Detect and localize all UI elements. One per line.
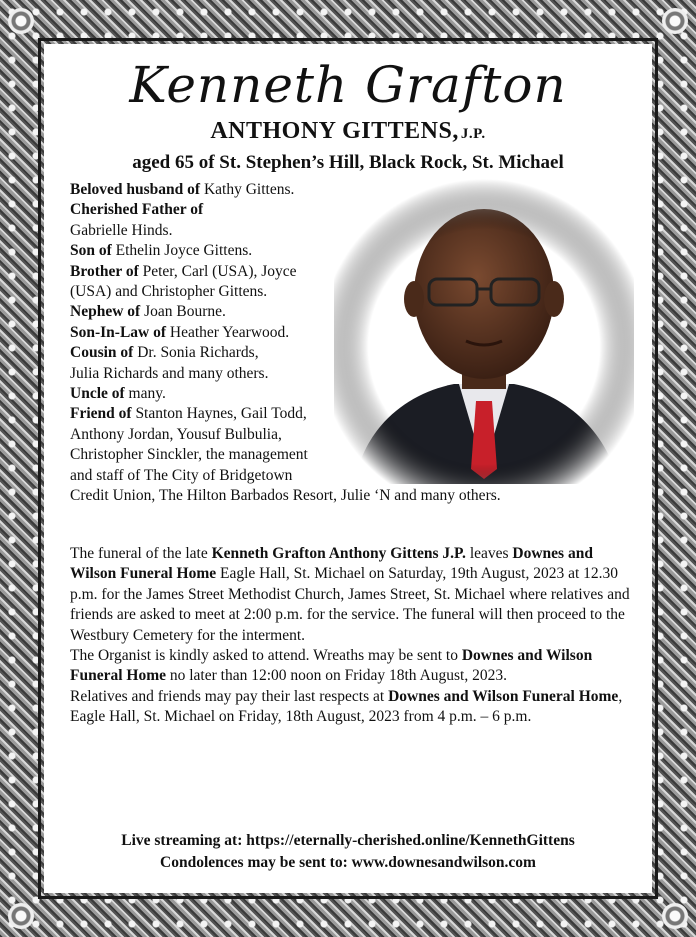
footer bbox=[44, 830, 652, 874]
relation-line bbox=[70, 302, 590, 322]
relation-text: Joan Bourne. bbox=[140, 303, 226, 321]
funeral-home-name: Downes and Wilson Funeral Home bbox=[70, 647, 593, 685]
relation-line bbox=[70, 384, 590, 404]
condolences-line: Condolences may be sent to: www.downesandwilson.com bbox=[160, 854, 536, 871]
relation-text: Gabrielle Hinds. bbox=[70, 221, 173, 239]
relation-label: Uncle of bbox=[70, 385, 125, 403]
relation-line bbox=[70, 486, 590, 506]
age-residence-line: aged 65 of St. Stephen’s Hill, Black Rock, St. Michael bbox=[132, 152, 564, 173]
relation-text: many. bbox=[124, 385, 166, 403]
relation-text: Ethelin Joyce Gittens. bbox=[111, 242, 253, 260]
relation-label: Son-In-Law of bbox=[70, 323, 167, 341]
deceased-name: Kenneth Grafton Anthony Gittens J.P. bbox=[211, 545, 466, 562]
relation-text: Credit Union, The Hilton Barbados Resort, Julie ‘N and many others. bbox=[70, 487, 501, 505]
relation-text: Anthony Jordan, Yousuf Bulbulia, bbox=[70, 425, 282, 443]
text-span: Relatives and friends may pay their last respects at bbox=[70, 687, 389, 705]
relation-text: Peter, Carl (USA), Joyce bbox=[138, 262, 297, 280]
relation-label: Nephew of bbox=[70, 303, 141, 321]
name-script-heading: Kenneth Grafton bbox=[129, 56, 567, 114]
relation-line bbox=[70, 180, 590, 200]
viewing-paragraph bbox=[70, 687, 630, 728]
relation-text: Stanton Haynes, Gail Todd, bbox=[131, 405, 307, 423]
text-span: leaves bbox=[465, 545, 513, 562]
relation-line bbox=[70, 404, 590, 424]
relation-text: (USA) and Christopher Gittens. bbox=[70, 283, 268, 301]
relation-text: Christopher Sinckler, the management bbox=[70, 446, 308, 464]
frame-corner-ornament bbox=[662, 903, 688, 929]
relation-line bbox=[70, 364, 590, 384]
funeral-home-name: Downes and Wilson Funeral Home bbox=[70, 545, 593, 583]
relation-line bbox=[70, 425, 590, 445]
text-span: The funeral of the late bbox=[70, 545, 212, 562]
frame-corner-ornament bbox=[8, 8, 34, 34]
funeral-paragraph bbox=[70, 544, 630, 646]
frame-corner-ornament bbox=[662, 8, 688, 34]
live-streaming-line: Live streaming at: https://eternally-cherished.online/KennethGittens bbox=[121, 832, 575, 849]
frame-corner-ornament bbox=[8, 903, 34, 929]
name-caps-heading bbox=[44, 118, 652, 145]
obituary-panel bbox=[44, 44, 652, 893]
funeral-home-name: Downes and Wilson Funeral Home bbox=[388, 687, 619, 705]
relation-label: Cousin of bbox=[70, 344, 134, 362]
relation-label: Brother of bbox=[70, 262, 139, 280]
funeral-details bbox=[70, 544, 630, 728]
relation-text: and staff of The City of Bridgetown bbox=[70, 466, 293, 484]
relation-line bbox=[70, 466, 590, 486]
text-span: , Eagle Hall, St. Michael on Friday, 18th August, 2023 from 4 p.m. – 6 p.m. bbox=[70, 687, 623, 726]
relation-line bbox=[70, 221, 590, 241]
relation-line bbox=[70, 282, 590, 302]
relation-line bbox=[70, 343, 590, 363]
relation-label: Beloved husband of bbox=[70, 181, 201, 198]
relation-text: Kathy Gittens. bbox=[200, 181, 295, 198]
name-caps: ANTHONY GITTENS, bbox=[210, 118, 459, 144]
relation-line bbox=[70, 445, 590, 465]
wreaths-paragraph bbox=[70, 646, 630, 687]
relation-text: Julia Richards and many others. bbox=[70, 364, 269, 382]
relation-label: Son of bbox=[70, 242, 112, 260]
text-span: Eagle Hall, St. Michael on Saturday, 19th August, 2023 at 12.30 p.m. for the James Street Methodist Church, James Street, St. Michael where relatives and friends are asked to meet at 2:00 p.m. for the service. The funeral will then proceed to the Westbury Cemetery for the interment. bbox=[70, 565, 630, 644]
relation-text: Dr. Sonia Richards, bbox=[133, 344, 259, 362]
relation-line bbox=[70, 323, 590, 343]
text-span: The Organist is kindly asked to attend. Wreaths may be sent to bbox=[70, 647, 462, 665]
relation-label: Friend of bbox=[70, 405, 132, 423]
relations-list bbox=[70, 180, 590, 507]
relation-line bbox=[70, 200, 590, 220]
name-suffix: J.P. bbox=[460, 126, 486, 142]
relation-line bbox=[70, 262, 590, 282]
relation-line bbox=[70, 241, 590, 261]
relation-label: Cherished Father of bbox=[70, 201, 204, 219]
relation-text: Heather Yearwood. bbox=[166, 323, 290, 341]
text-span: no later than 12:00 noon on Friday 18th August, 2023. bbox=[166, 667, 507, 685]
